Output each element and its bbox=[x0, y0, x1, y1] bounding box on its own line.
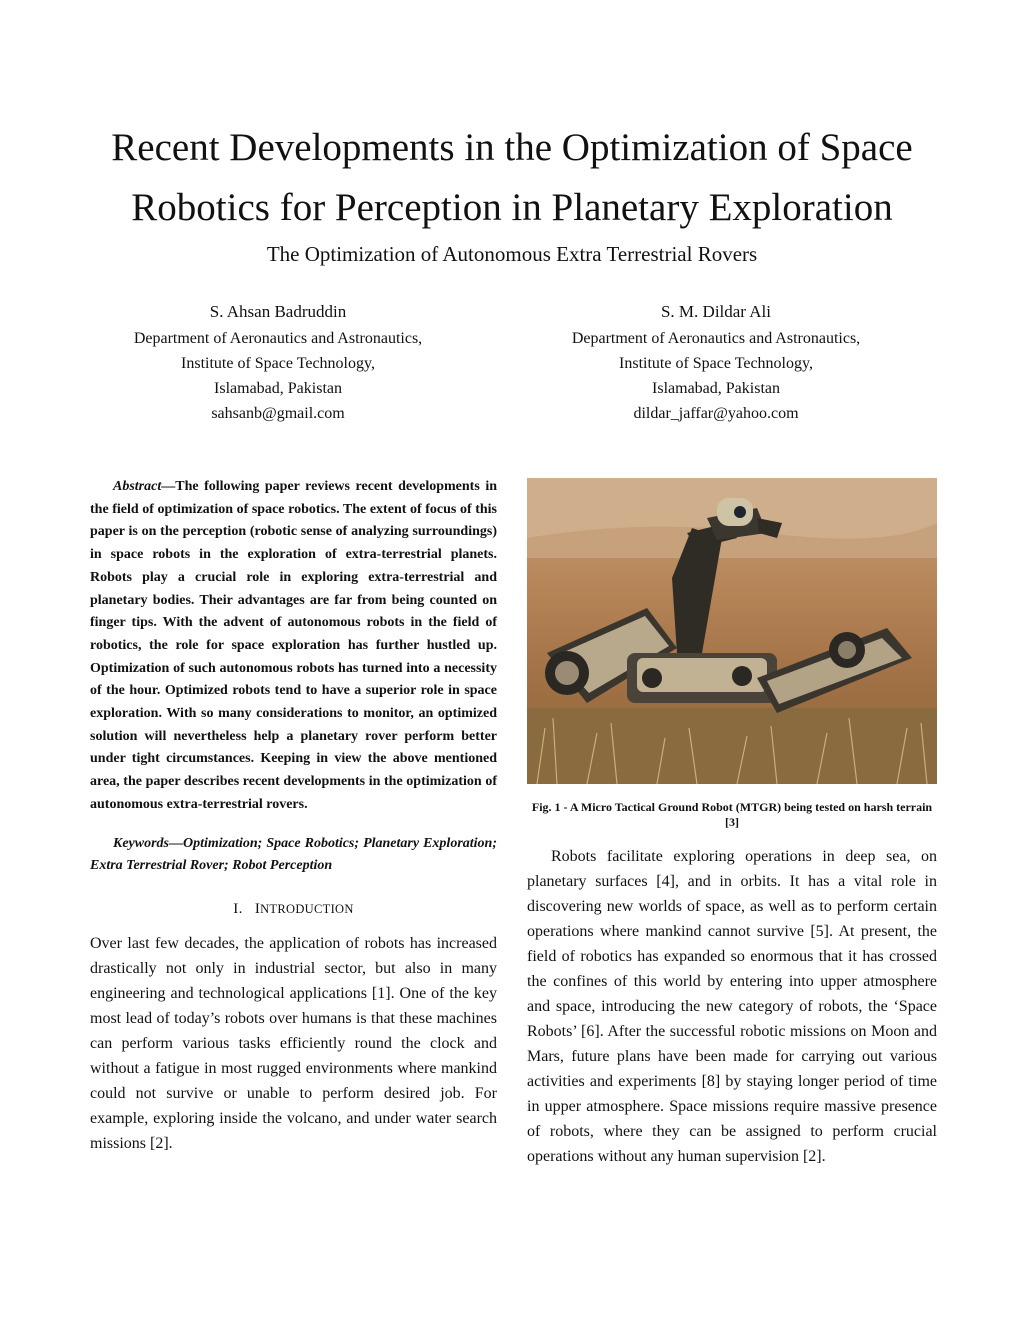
section-title-initial: I bbox=[254, 900, 261, 917]
abstract-text: The following paper reviews recent developments in the field of optimization of space robotics. The extent of focus of this paper is on the perception (robotic sense of analyzing surroundings) in space robots in the exploration of extra-terrestrial planets. Robots play a crucial role in exploring extra-terrestrial and planetary bodies. Their advantages are far from being counted on finger tips. With the advent of autonomous robots in the field of robotics, the role for space exploration has further hustled up. Optimization of such autonomous robots has turned into a necessity of the hour. Optimized robots tend to have a superior role in space exploration. With so many considerations to monitor, an optimized solution will nevertheless help a planetary rover perform better under tight circumstances. Keeping in view the above mentioned area, the paper describes recent developments in the optimization of autonomous extra-terrestrial rovers. bbox=[90, 479, 497, 812]
keywords bbox=[90, 833, 497, 878]
title-line-1: Recent Developments in the Optimization of Space bbox=[111, 126, 913, 169]
abstract-dash: — bbox=[161, 479, 176, 494]
author-department: Department of Aeronautics and Astronautics, bbox=[571, 330, 861, 347]
author-location: Islamabad, Pakistan bbox=[214, 380, 342, 397]
author-name: S. M. Dildar Ali bbox=[660, 302, 772, 321]
keywords-label: Keywords— bbox=[113, 835, 183, 851]
author-email[interactable]: sahsanb@gmail.com bbox=[211, 405, 345, 422]
section-heading-introduction bbox=[90, 898, 497, 920]
author-name: S. Ahsan Badruddin bbox=[209, 302, 347, 321]
author-email[interactable]: dildar_jaffar@yahoo.com bbox=[633, 405, 799, 422]
keywords-text: Optimization; Space Robotics; Planetary Exploration; Extra Terrestrial Rover; Robot Perception bbox=[90, 835, 497, 874]
author-institute: Institute of Space Technology, bbox=[619, 355, 813, 372]
title-line-2: Robotics for Perception in Planetary Exploration bbox=[131, 186, 893, 229]
figure-caption: Fig. 1 - A Micro Tactical Ground Robot (MTGR) being tested on harsh terrain [3] bbox=[531, 800, 933, 829]
author-block-1 bbox=[58, 298, 498, 426]
figure-robot-photo bbox=[527, 478, 937, 784]
right-column bbox=[527, 478, 937, 1169]
section-number: I. bbox=[233, 900, 243, 917]
author-block-2 bbox=[496, 298, 936, 426]
author-institute: Institute of Space Technology, bbox=[181, 355, 375, 372]
section-title-rest: NTRODUCTION bbox=[260, 901, 354, 916]
author-department: Department of Aeronautics and Astronautics, bbox=[133, 330, 423, 347]
paper-title bbox=[60, 118, 964, 238]
author-location: Islamabad, Pakistan bbox=[652, 380, 780, 397]
paper-subtitle: The Optimization of Autonomous Extra Terrestrial Rovers bbox=[266, 242, 758, 266]
introduction-paragraph: Over last few decades, the application of robots has increased drastically not only in industrial sector, but also in many engineering and technological applications [1]. One of the key most lead of today’s robots over humans is that these machines can perform various tasks efficiently round the clock and without a fatigue in most rugged environments where mankind could not survive or unable to perform desired job. For example, exploring inside the volcano, and under water search missions [2]. bbox=[90, 934, 497, 1152]
right-column-paragraph: Robots facilitate exploring operations in deep sea, on planetary surfaces [4], and in orbits. It has a vital role in discovering new worlds of space, as well as to perform certain operations where mankind cannot survive [5]. At present, the field of robotics has expanded so enormous that it has crossed the confines of this world by entering into upper atmosphere and space, introducing the new category of robots, the ‘Space Robots’ [6]. After the successful robotic missions on Moon and Mars, future plans have been made for carrying out various activities and experiments [8] by staying longer period of time in upper atmosphere. Space missions require massive presence of robots, where they can be assigned to perform crucial operations without any human supervision [2]. bbox=[527, 848, 937, 1165]
foreground-ground bbox=[527, 708, 937, 784]
left-column bbox=[90, 476, 497, 1156]
abstract bbox=[90, 476, 497, 817]
abstract-label: Abstract bbox=[113, 479, 162, 494]
robot-illustration bbox=[527, 478, 937, 784]
